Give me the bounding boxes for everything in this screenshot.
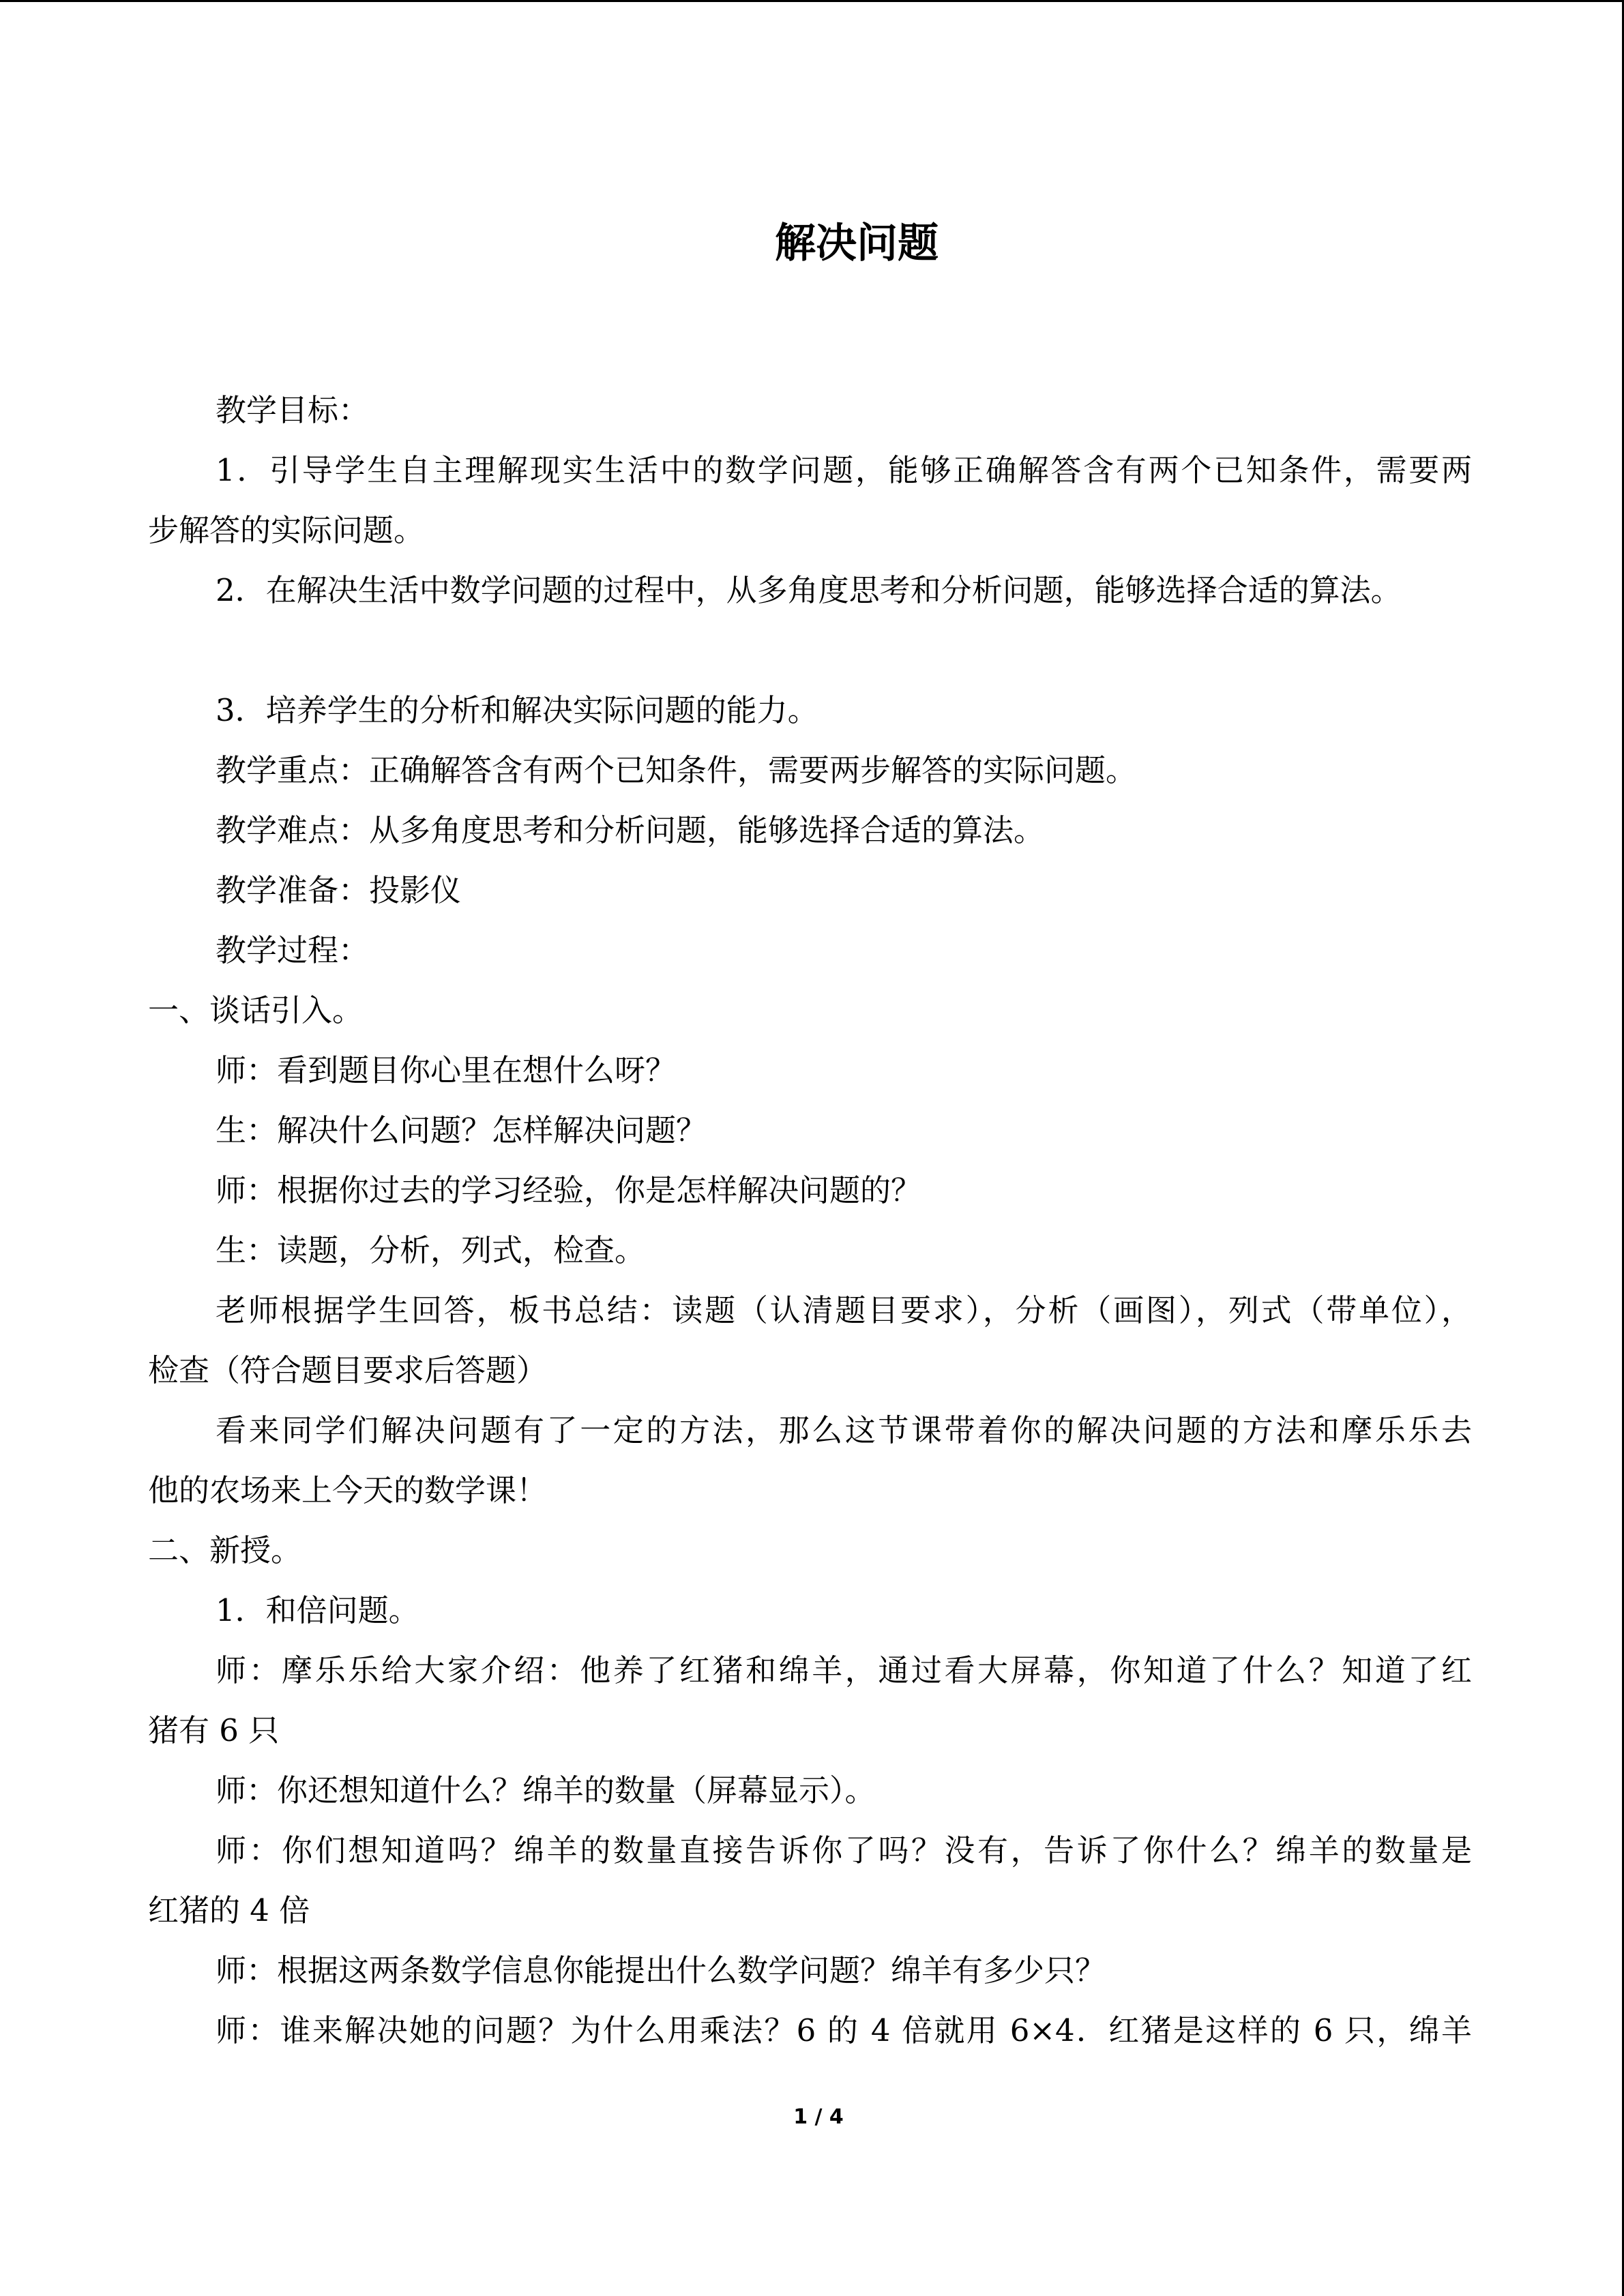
section-2-line: 师：摩乐乐给大家介绍：他养了红猪和绵羊，通过看大屏幕，你知道了什么？知道了红 (216, 1652, 1472, 1688)
blank-line (148, 621, 1472, 681)
section-2-subheading: 1．和倍问题。 (216, 1592, 419, 1628)
section-1-line: 生：解决什么问题？怎样解决问题？ (216, 1112, 707, 1148)
objective-3-line-1: 3．培养学生的分析和解决实际问题的能力。 (216, 692, 818, 728)
section-2-line: 猪有 6 只 (148, 1712, 280, 1748)
objective-1-line-1: 1．引导学生自主理解现实生活中的数学问题，能够正确解答含有两个已知条件，需要两 (216, 452, 1472, 488)
difficulty: 教学难点：从多角度思考和分析问题，能够选择合适的算法。 (216, 812, 1045, 848)
section-1-line: 生：读题，分析，列式，检查。 (216, 1232, 646, 1268)
section-1-line: 检查（符合题目要求后答题） (148, 1352, 548, 1388)
preparation: 教学准备：投影仪 (216, 872, 462, 908)
section-1-line: 师：根据你过去的学习经验，你是怎样解决问题的？ (216, 1172, 922, 1208)
objective-2-line-1: 2．在解决生活中数学问题的过程中，从多角度思考和分析问题，能够选择合适的算法。 (216, 572, 1402, 608)
document-title: 解决问题 (775, 220, 939, 267)
section-1-line: 他的农场来上今天的数学课！ (148, 1472, 548, 1508)
objective-1-line-2: 步解答的实际问题。 (148, 512, 425, 548)
page-number: 1 / 4 (793, 2105, 844, 2129)
objectives-label: 教学目标： (216, 392, 370, 428)
section-2-line: 师：谁来解决她的问题？为什么用乘法？6 的 4 倍就用 6×4．红猪是这样的 6 只，绵羊 (216, 2012, 1472, 2048)
section-2-line: 师：根据这两条数学信息你能提出什么数学问题？绵羊有多少只？ (216, 1952, 1106, 1988)
section-2-heading: 二、新授。 (148, 1532, 302, 1568)
section-2-line: 师：你们想知道吗？绵羊的数量直接告诉你了吗？没有，告诉了你什么？绵羊的数量是 (216, 1832, 1472, 1868)
section-2-line: 师：你还想知道什么？绵羊的数量（屏幕显示）。 (216, 1772, 876, 1808)
document-body (148, 381, 1472, 2061)
section-2-line: 红猪的 4 倍 (148, 1892, 310, 1928)
section-1-line: 老师根据学生回答，板书总结：读题（认清题目要求），分析（画图），列式（带单位）， (216, 1292, 1472, 1328)
process-label: 教学过程： (216, 932, 370, 968)
section-1-line: 看来同学们解决问题有了一定的方法，那么这节课带着你的解决问题的方法和摩乐乐去 (216, 1412, 1472, 1448)
section-1-heading: 一、谈话引入。 (148, 992, 364, 1028)
section-1-line: 师：看到题目你心里在想什么呀？ (216, 1052, 677, 1088)
key-point: 教学重点：正确解答含有两个已知条件，需要两步解答的实际问题。 (216, 752, 1137, 788)
